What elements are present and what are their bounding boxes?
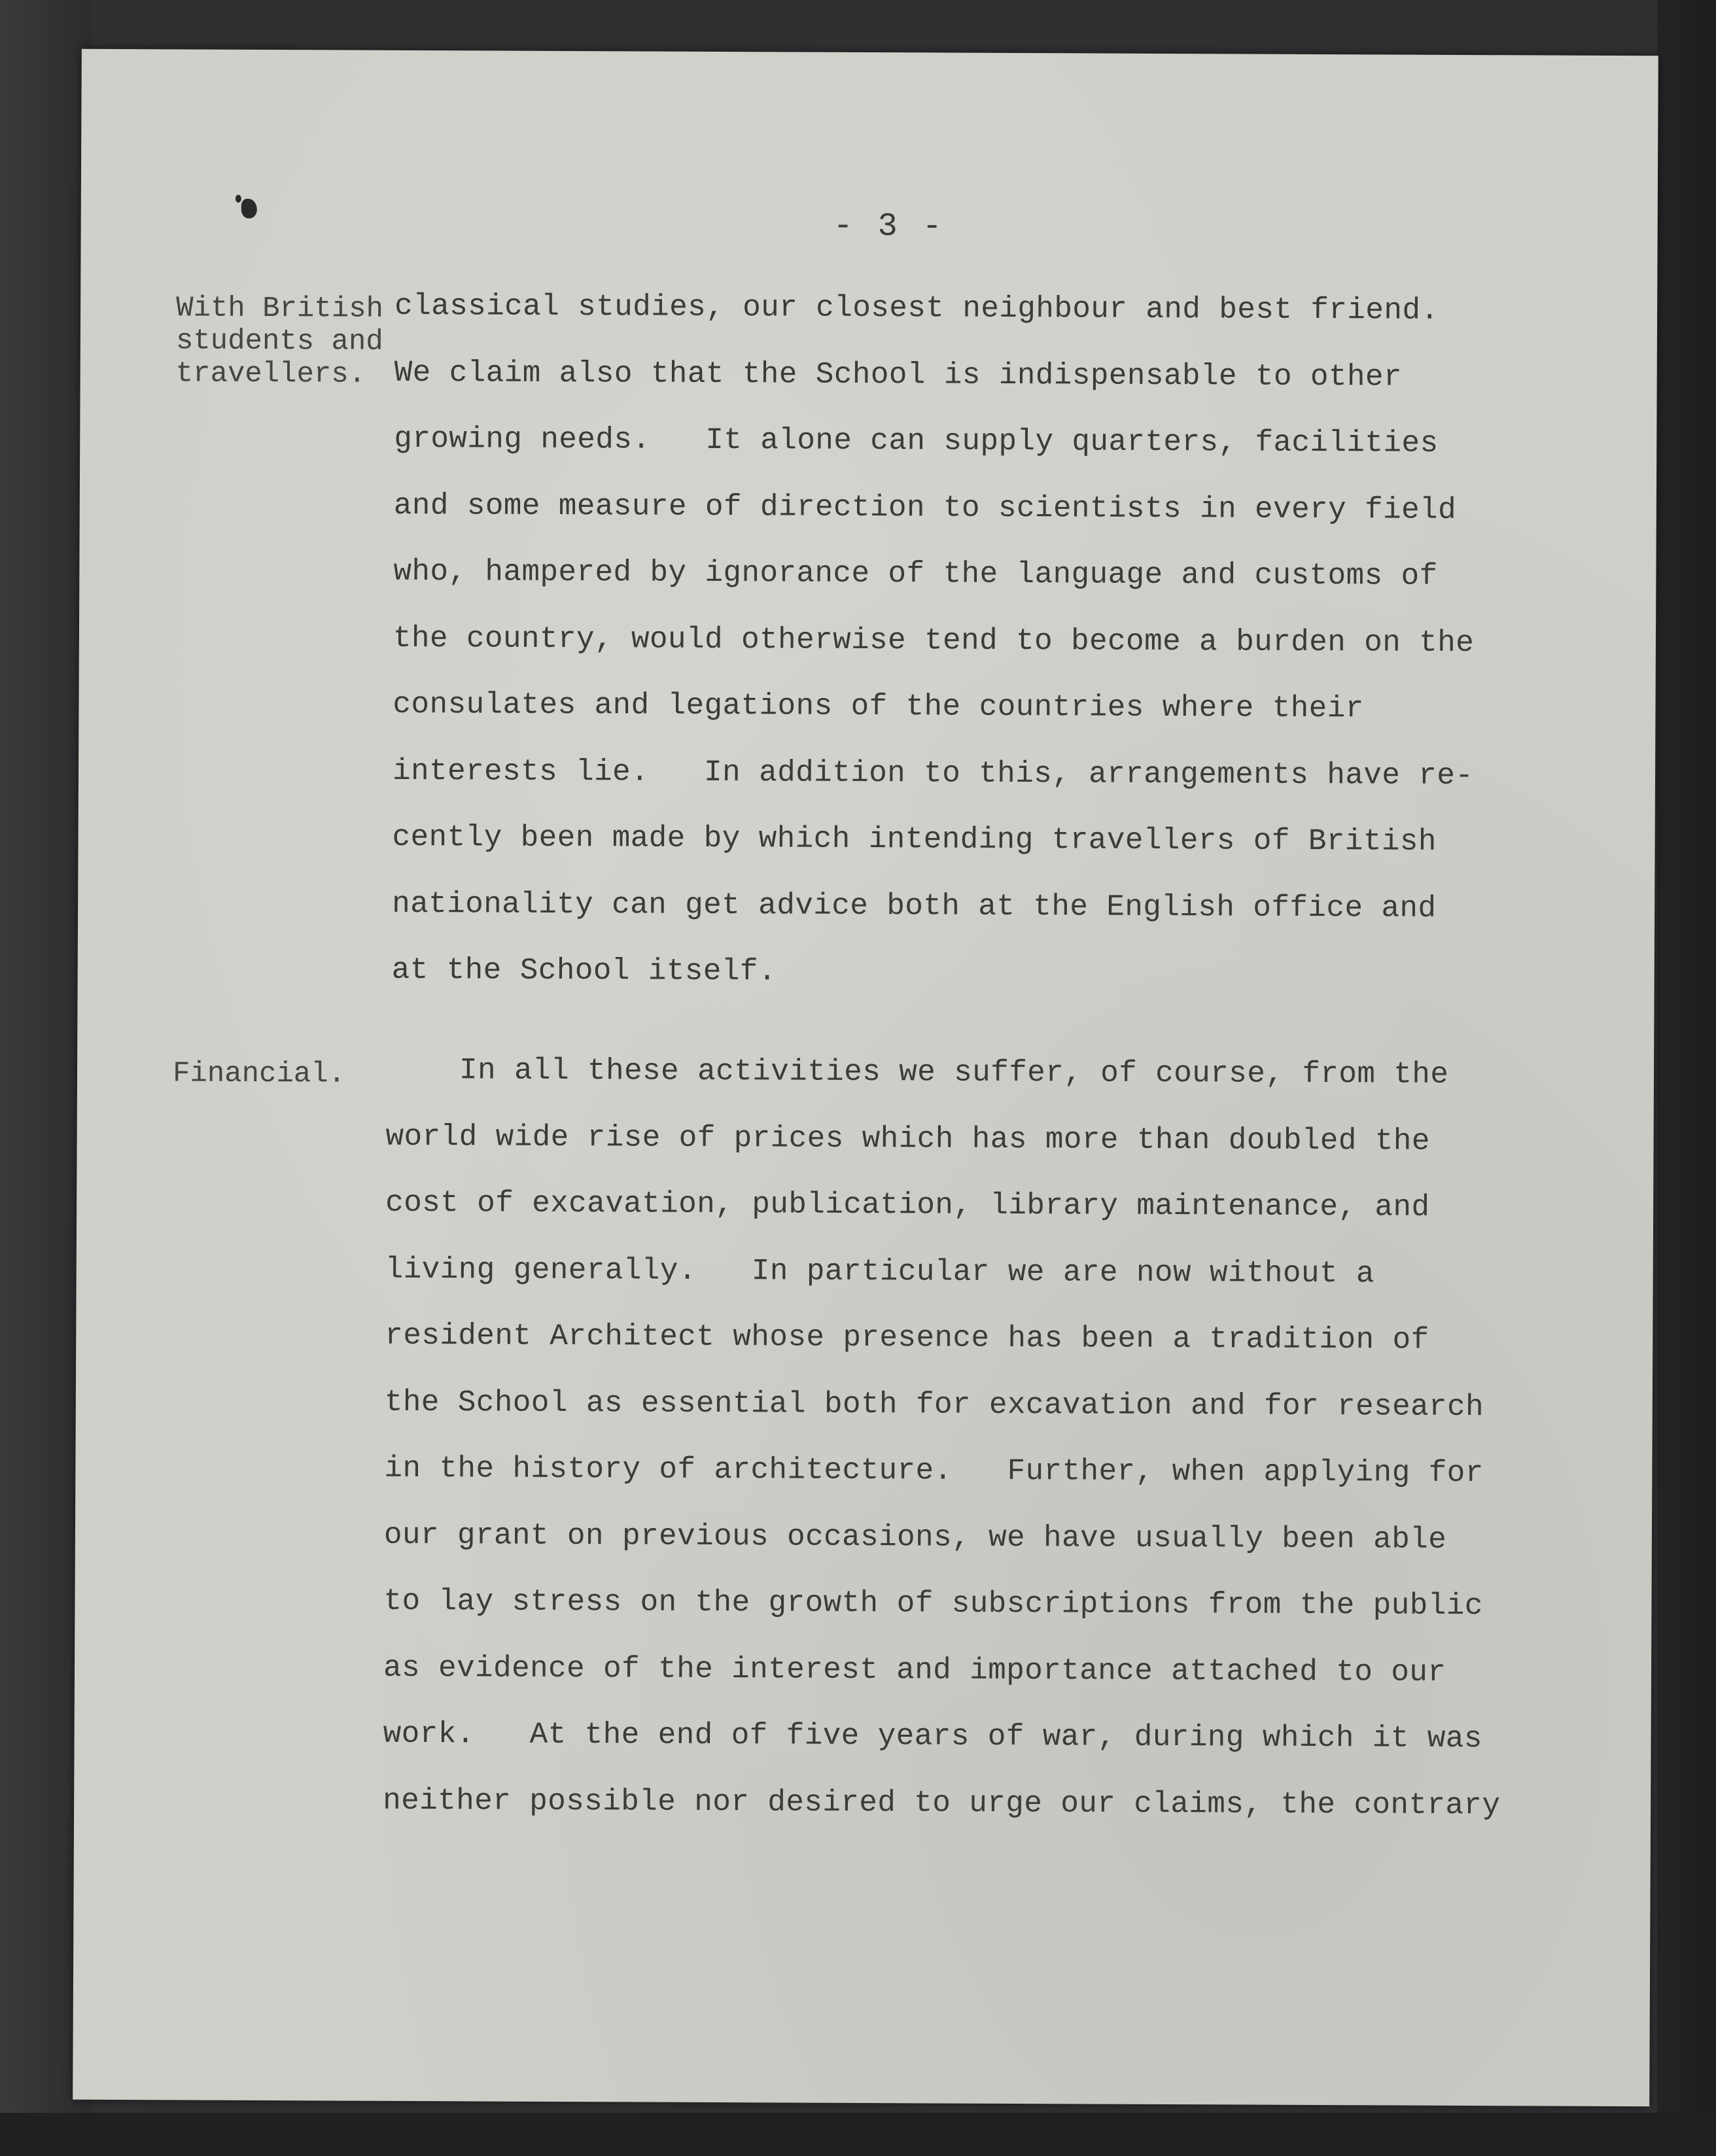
body-text-line: classical studies, our closest neighbour and best friend. <box>394 288 1439 328</box>
body-text-line: living generally. In particular we are now without a <box>385 1252 1375 1291</box>
body-text-line: at the School itself. <box>391 952 777 989</box>
body-text-line: work. At the end of five years of war, during which it was <box>383 1716 1482 1756</box>
margin-note-line: students and <box>175 324 383 358</box>
body-text-line: in the history of architecture. Further, when applying for <box>384 1451 1484 1491</box>
body-text-line: consulates and legations of the countries where their <box>393 687 1364 726</box>
margin-note-financial: Financial. <box>172 1057 346 1091</box>
body-text-line: as evidence of the interest and importance attached to our <box>383 1650 1446 1690</box>
body-text-line: who, hampered by ignorance of the language and customs of <box>393 554 1438 593</box>
body-text-line: our grant on previous occasions, we have usually been able <box>383 1518 1447 1557</box>
margin-note-line: travellers. <box>175 357 366 391</box>
body-text-line: and some measure of direction to scientists in every field <box>393 488 1457 527</box>
scan-background-bottom <box>0 2113 1716 2156</box>
body-text-line: nationality can get advice both at the English office and <box>392 886 1437 926</box>
ink-blot-mark <box>241 199 257 218</box>
body-text-line: cently been made by which intending travellers of British <box>392 820 1437 859</box>
page-number: - 3 - <box>833 207 945 246</box>
typewritten-page <box>73 49 1658 2106</box>
body-text-line: the School as essential both for excavation and for research <box>384 1385 1484 1424</box>
body-text-line: the country, would otherwise tend to become a burden on the <box>393 621 1475 660</box>
scan-background-right <box>1657 0 1716 2156</box>
body-text-line: In all these activities we suffer, of course, from the <box>385 1052 1449 1092</box>
margin-note-line: With British <box>176 292 384 326</box>
body-text-line: interests lie. In addition to this, arrangements have re- <box>392 754 1474 793</box>
body-text-line: resident Architect whose presence has been a tradition of <box>385 1318 1429 1357</box>
body-text-line: world wide rise of prices which has more than doubled the <box>385 1119 1430 1158</box>
body-text-line: to lay stress on the growth of subscriptions from the public <box>383 1584 1483 1624</box>
body-text-line: neither possible nor desired to urge our claims, the contrary <box>383 1783 1501 1822</box>
body-text-line: We claim also that the School is indispensable to other <box>394 355 1403 394</box>
body-text-line: growing needs. It alone can supply quarters, facilities <box>394 421 1439 461</box>
body-text-line: cost of excavation, publication, library maintenance, and <box>385 1185 1430 1225</box>
